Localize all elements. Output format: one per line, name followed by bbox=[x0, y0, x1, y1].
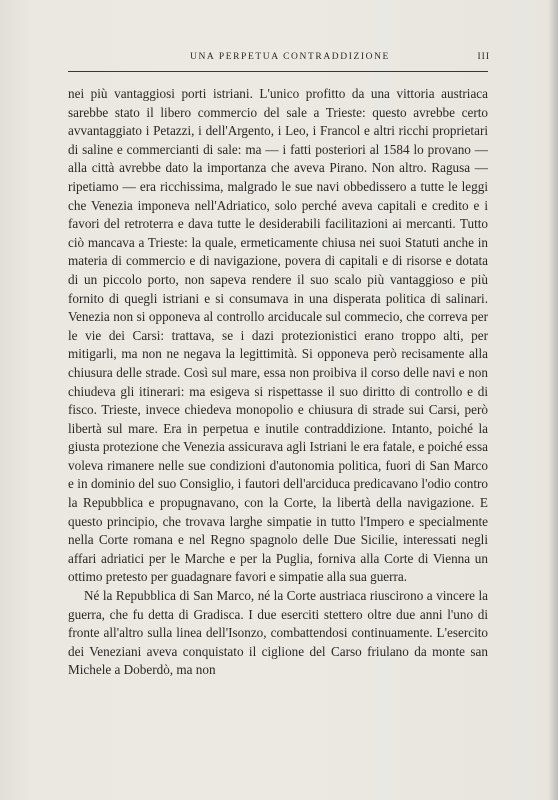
paragraph: nei più vantaggiosi porti istriani. L'unico profitto da una vittoria austriaca sarebbe stato il libero commercio del sale a Trieste: questo avrebbe certo avvantaggiato i Petazzi, i dell'Argento, i Leo, i Francol e altri ricchi proprietari di saline e commercianti di sale: ma — i fatti posteriori al 1584 lo provano — alla città avrebbe dato la importanza che aveva Pirano. Non altro. Ragusa — ripetiamo — era ricchissima, malgrado le sue navi obbedissero a tutte le leggi che Venezia imponeva nell'Adriatico, solo perché aveva capitali e credito e i favori del retroterra e dava tutte le desiderabili facilitazioni ai mercanti. Tutto ciò mancava a Trieste: la quale, ermeticamente chiusa nei suoi Statuti anche in materia di commercio e di navigazione, povera di capitali e di risorse e dotata di un piccolo porto, non sapeva rendere il suo scalo più vantaggioso e più fornito di quegli istriani e si consumava in una disperata politica di salinari. Venezia non si opponeva al controllo arciducale sul commecio, che correva per le vie dei Carsi: trattava, se i dazi protezionistici erano troppo alti, per mitigarli, ma non ne negava la legittimità. Si opponeva però recisamente alla chiusura delle strade. Così sul mare, essa non proibiva il corso delle navi e non chiudeva gli itinerari: ma esigeva si rispettasse il suo diritto di controllo e di fisco. Trieste, invece chiedeva monopolio e chiusura di strade sui Carsi, però libertà sul mare. Era in perpetua e inutile contraddizione. Intanto, poiché la giusta protezione che Venezia assicurava agli Istriani le era fatale, e poiché essa voleva rimanere nelle sue condizioni d'autonomia politica, fuori di San Marco e in dominio del suo Consiglio, i fautori dell'arciduca predicavano l'odio contro la Repubblica e propugnavano, con la Corte, la libertà della navigazione. E questo principio, che trovava larghe simpatie in tutto l'Impero e specialmente nella Corte romana e nel Regno spagnolo delle Due Sicilie, interessati negli affari adriatici per le Marche e per la Puglia, forniva alla Corte di Vienna un ottimo pretesto per guadagnare favori e simpatie alla sua guerra. bbox=[68, 86, 488, 585]
header-rule bbox=[68, 71, 488, 72]
body-text bbox=[68, 85, 488, 680]
page-number: III bbox=[477, 52, 490, 62]
running-head bbox=[68, 52, 488, 66]
page-edge-shadow bbox=[548, 0, 558, 800]
paragraph: Né la Repubblica di San Marco, né la Corte austriaca riuscirono a vincere la guerra, che fu detta di Gradisca. I due eserciti stettero oltre due anni l'uno di fronte all'altro sulla linea dell'Isonzo, combattendosi continuamente. L'esercito dei Veneziani aveva conquistato il ciglione del Carso friulano da monte san Michele a Doberdò, ma non bbox=[68, 588, 488, 678]
running-title: UNA PERPETUA CONTRADDIZIONE bbox=[190, 52, 390, 62]
